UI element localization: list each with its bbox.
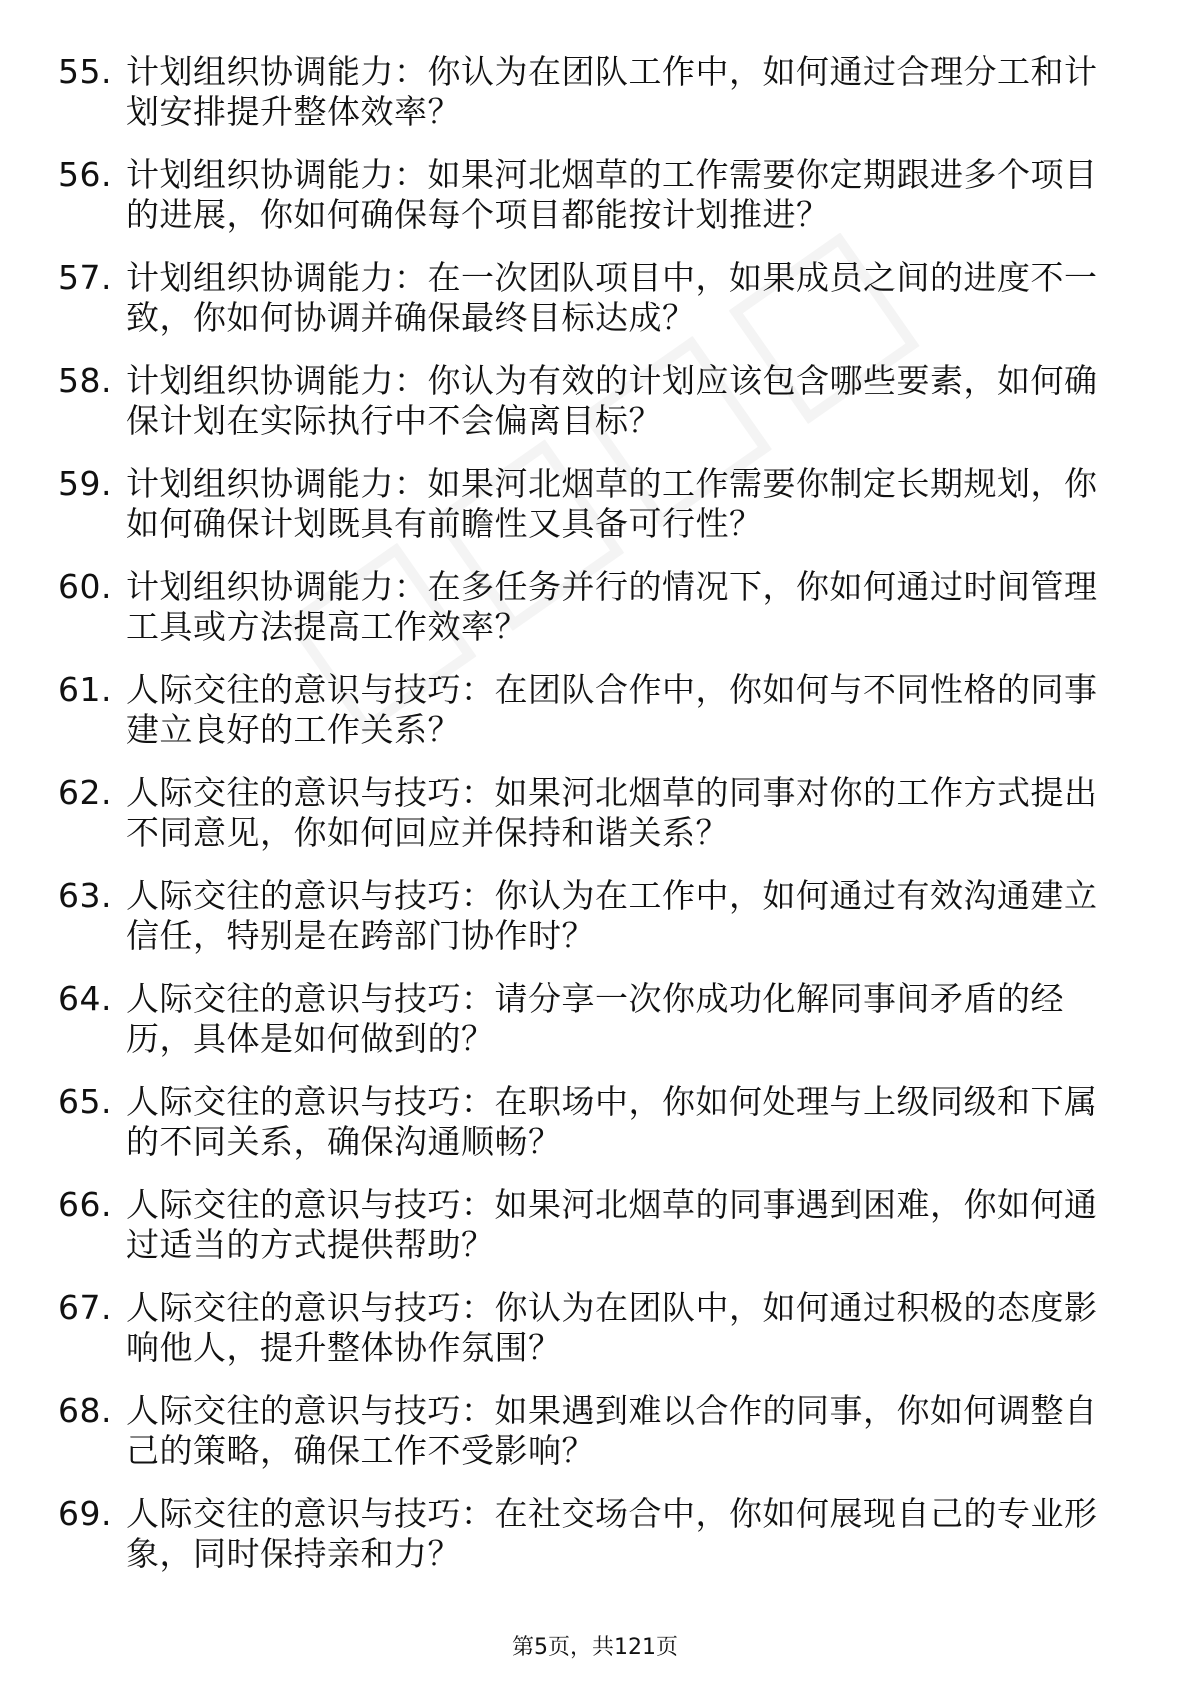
question-item (58, 1494, 1118, 1574)
question-item (58, 258, 1118, 338)
question-number: 57. (58, 258, 112, 297)
question-number: 61. (58, 670, 112, 709)
question-item (58, 670, 1118, 750)
question-number: 55. (58, 52, 112, 91)
question-item (58, 361, 1118, 441)
question-text: 计划组织协调能力：如果河北烟草的工作需要你定期跟进多个项目的进展，你如何确保每个项目都能按计划推进？ (126, 155, 1098, 234)
question-text: 人际交往的意识与技巧：在团队合作中，你如何与不同性格的同事建立良好的工作关系？ (126, 670, 1098, 749)
question-number: 58. (58, 361, 112, 400)
question-text: 人际交往的意识与技巧：你认为在工作中，如何通过有效沟通建立信任，特别是在跨部门协作时？ (126, 876, 1098, 955)
question-number: 68. (58, 1391, 112, 1430)
question-item (58, 1185, 1118, 1265)
question-item (58, 155, 1118, 235)
question-number: 67. (58, 1288, 112, 1327)
question-text: 人际交往的意识与技巧：请分享一次你成功化解同事间矛盾的经历，具体是如何做到的？ (126, 979, 1064, 1058)
question-text: 人际交往的意识与技巧：在职场中，你如何处理与上级同级和下属的不同关系，确保沟通顺畅？ (126, 1082, 1098, 1161)
question-number: 66. (58, 1185, 112, 1224)
question-text: 计划组织协调能力：在一次团队项目中，如果成员之间的进度不一致，你如何协调并确保最终目标达成？ (126, 258, 1098, 337)
question-number: 60. (58, 567, 112, 606)
question-text: 人际交往的意识与技巧：你认为在团队中，如何通过积极的态度影响他人，提升整体协作氛围？ (126, 1288, 1098, 1367)
question-item (58, 773, 1118, 853)
question-item (58, 876, 1118, 956)
question-item (58, 567, 1118, 647)
question-text: 计划组织协调能力：你认为在团队工作中，如何通过合理分工和计划安排提升整体效率？ (126, 52, 1098, 131)
question-text: 人际交往的意识与技巧：在社交场合中，你如何展现自己的专业形象，同时保持亲和力？ (126, 1494, 1098, 1573)
question-number: 65. (58, 1082, 112, 1121)
question-text: 计划组织协调能力：在多任务并行的情况下，你如何通过时间管理工具或方法提高工作效率？ (126, 567, 1098, 646)
question-number: 59. (58, 464, 112, 503)
question-item (58, 1288, 1118, 1368)
page-number-label: 第5页，共121页 (512, 1635, 678, 1660)
question-item (58, 979, 1118, 1059)
question-item (58, 1082, 1118, 1162)
question-list (58, 52, 1118, 1597)
question-text: 人际交往的意识与技巧：如果遇到难以合作的同事，你如何调整自己的策略，确保工作不受影响？ (126, 1391, 1098, 1470)
question-number: 64. (58, 979, 112, 1018)
question-item (58, 1391, 1118, 1471)
question-item (58, 464, 1118, 544)
question-text: 计划组织协调能力：如果河北烟草的工作需要你制定长期规划，你如何确保计划既具有前瞻性又具备可行性？ (126, 464, 1098, 543)
question-text: 人际交往的意识与技巧：如果河北烟草的同事遇到困难，你如何通过适当的方式提供帮助？ (126, 1185, 1098, 1264)
question-number: 56. (58, 155, 112, 194)
question-text: 计划组织协调能力：你认为有效的计划应该包含哪些要素，如何确保计划在实际执行中不会偏离目标？ (126, 361, 1098, 440)
question-number: 69. (58, 1494, 112, 1533)
question-item (58, 52, 1118, 132)
question-text: 人际交往的意识与技巧：如果河北烟草的同事对你的工作方式提出不同意见，你如何回应并保持和谐关系？ (126, 773, 1098, 852)
page-footer (0, 1630, 1190, 1661)
question-number: 62. (58, 773, 112, 812)
question-number: 63. (58, 876, 112, 915)
